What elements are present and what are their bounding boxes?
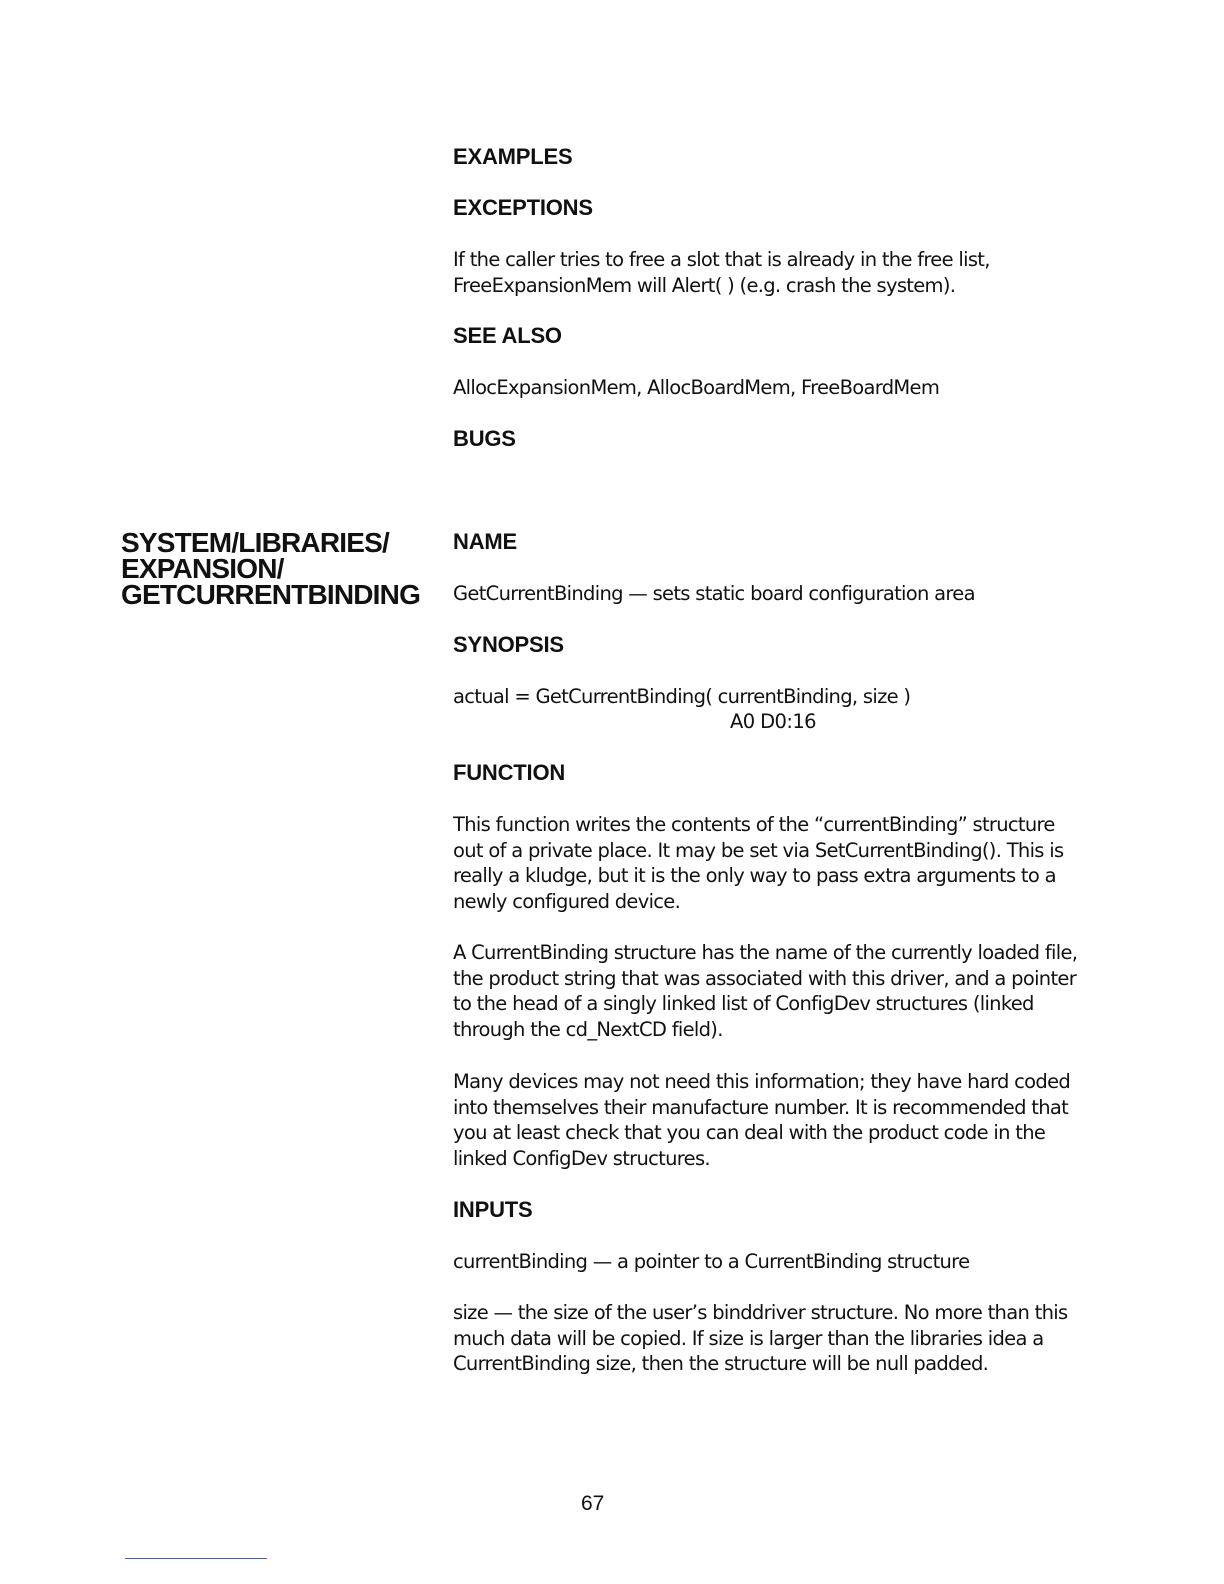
entry-title-line: EXPANSION/: [121, 553, 284, 584]
function-heading: FUNCTION: [453, 760, 566, 785]
page-number: 67: [581, 1492, 605, 1515]
exceptions-text: If the caller tries to free a slot that is already in the free list, FreeExpansionMem will Alert( ) (e.g. crash the system).: [453, 248, 990, 297]
bugs-heading: BUGS: [453, 426, 516, 451]
input-item: size — the size of the user’s binddriver structure. No more than this much data will be copied. If size is larger than the libraries idea a CurrentBinding size, then the structure will be null padded.: [453, 1301, 1068, 1376]
synopsis-call: actual = GetCurrentBinding( currentBinding, size ): [453, 685, 911, 708]
synopsis-heading: SYNOPSIS: [453, 632, 564, 657]
entry-title-line: SYSTEM/LIBRARIES/: [121, 527, 389, 558]
function-paragraph: This function writes the contents of the “currentBinding” structure out of a private place. It may be set via SetCurrentBinding(). This is really a kludge, but it is the only way to pass extra arguments to a newly configured device.: [453, 813, 1064, 914]
see-also-text: AllocExpansionMem, AllocBoardMem, FreeBoardMem: [453, 376, 940, 399]
function-paragraph: Many devices may not need this information; they have hard coded into themselves their manufacture number. It is recommended that you at least check that you can deal with the product code in the linked ConfigDev structures.: [453, 1070, 1071, 1171]
exceptions-heading: EXCEPTIONS: [453, 195, 593, 220]
input-item: currentBinding — a pointer to a CurrentBinding structure: [453, 1250, 970, 1273]
name-text: GetCurrentBinding — sets static board configuration area: [453, 582, 975, 605]
name-heading: NAME: [453, 529, 517, 554]
synopsis-registers: A0 D0:16: [730, 710, 816, 733]
entry-title-line: GETCURRENTBINDING: [121, 579, 421, 610]
inputs-heading: INPUTS: [453, 1197, 533, 1222]
footer-rule: [125, 1558, 267, 1559]
function-paragraph: A CurrentBinding structure has the name of the currently loaded file, the product string that was associated with this driver, and a pointer to the head of a singly linked list of ConfigDev structures (linked through the cd_NextCD field).: [453, 941, 1078, 1042]
see-also-heading: SEE ALSO: [453, 323, 562, 348]
entry-title: [121, 527, 421, 610]
examples-heading: EXAMPLES: [453, 144, 573, 169]
